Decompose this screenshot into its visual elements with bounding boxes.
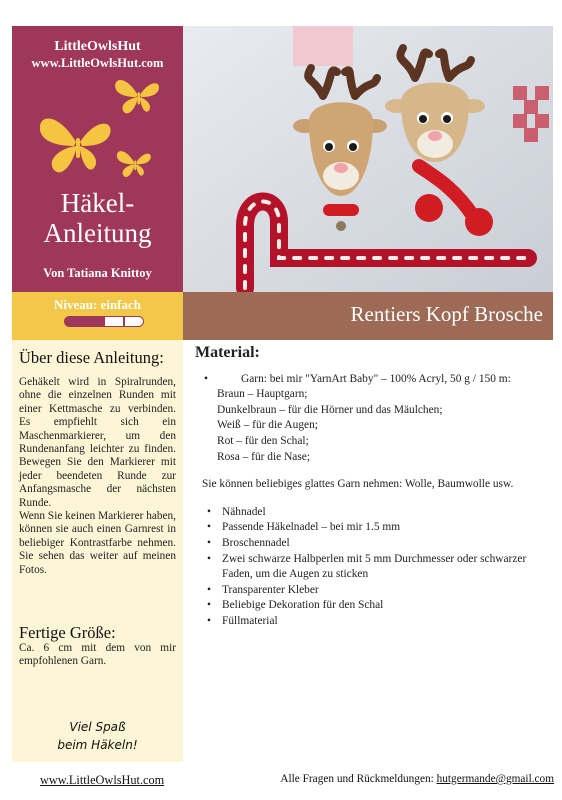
tool-item: • Beliebige Dekoration für den Schal [207, 598, 550, 614]
butterfly-top [115, 80, 159, 113]
yarn-colors [195, 387, 550, 465]
bullet: • [204, 372, 208, 385]
contact-label: Alle Fragen und Rückmeldungen: [280, 773, 434, 785]
color-item: Rot – für den Schal; [217, 434, 309, 447]
color-item: Weiß – für die Augen; [217, 419, 318, 432]
tool-item: • Füllmaterial [207, 614, 550, 630]
yarn-note: Sie können beliebiges glattes Garn nehmen: Wolle, Baumwolle usw. [202, 478, 514, 491]
about-text [19, 376, 176, 577]
size-heading: Fertige Größe: [19, 623, 116, 642]
author-credit: Von Tatiana Knittoy [43, 266, 152, 280]
butterfly-small [117, 151, 151, 177]
yarn-text: Garn: bei mir "YarnArt Baby" – 100% Acryl, 50 g / 150 m: [241, 372, 511, 385]
about-heading: Über diese Anleitung: [19, 348, 164, 367]
pattern-name-bar [183, 292, 553, 340]
butterflies-logo [32, 74, 172, 194]
material-section [195, 345, 550, 630]
difficulty-indicator [64, 316, 144, 327]
about-paragraph-1: Gehäkelt wird in Spiralrunden, ohne die einzelnen Runden mit einer Kettmasche zu verbinden. Es empfiehlt sich ein Maschenmarkierer, um den Rundenanfang leichter zu finden. Bewegen Sie den Markierer mit jeder beendeten Runde zur Anfangsmasche der nächsten Runde. [19, 376, 176, 509]
brand-block [12, 38, 183, 72]
cover-sidebar [12, 26, 183, 292]
title-line2: Anleitung [43, 218, 152, 248]
difficulty-segment-3 [104, 316, 124, 327]
tools-list [195, 505, 550, 630]
closing-line-2: beim Häkeln! [57, 738, 138, 752]
difficulty-label: Niveau: einfach [53, 297, 142, 312]
yarn-item [195, 372, 550, 388]
reindeer-brooch-illustration [183, 26, 553, 292]
tool-item: • Transparenter Kleber [207, 583, 550, 599]
contact-email-link[interactable]: hutgermande@gmail.com [436, 773, 554, 785]
color-item: Rosa – für die Nase; [217, 450, 310, 463]
difficulty-segment-1 [64, 316, 84, 327]
difficulty-box [12, 292, 183, 340]
tool-item: • Nähnadel [207, 505, 550, 521]
tool-item: • Broschennadel [207, 536, 550, 552]
material-heading: Material: [195, 344, 260, 361]
footer-contact [280, 773, 554, 785]
tool-item: • Zwei schwarze Halbperlen mit 5 mm Durchmesser oder schwarzer Faden, um die Augen zu sticken [207, 552, 550, 583]
difficulty-segment-2 [84, 316, 104, 327]
left-info-column [12, 340, 183, 762]
closing-line-1: Viel Spaß [69, 720, 126, 734]
title-line1: Häkel- [60, 188, 135, 218]
size-text: Ca. 6 cm mit dem von mir empfohlenen Garn. [19, 642, 176, 668]
color-item: Braun – Hauptgarn; [217, 388, 308, 401]
product-photo [183, 26, 553, 292]
page-title [12, 188, 183, 248]
pattern-name: Rentiers Kopf Brosche [350, 302, 543, 326]
footer-website-link[interactable]: www.LittleOwlsHut.com [40, 773, 165, 787]
color-item: Dunkelbraun – für die Hörner und das Mäulchen; [217, 403, 443, 416]
closing-message [12, 718, 183, 754]
difficulty-segment-4 [124, 316, 144, 327]
tool-item: • Passende Häkelnadel – bei mir 1.5 mm [207, 520, 550, 536]
brand-name: LittleOwlsHut [54, 39, 141, 54]
butterfly-large [40, 119, 111, 173]
brand-url: www.LittleOwlsHut.com [31, 56, 164, 70]
about-paragraph-2: Wenn Sie keinen Markierer haben, können sie auch einen Garnrest in beliebiger Kontrastfarbe nehmen. Sie sehen das weiter auf meinen Fotos. [19, 510, 176, 576]
